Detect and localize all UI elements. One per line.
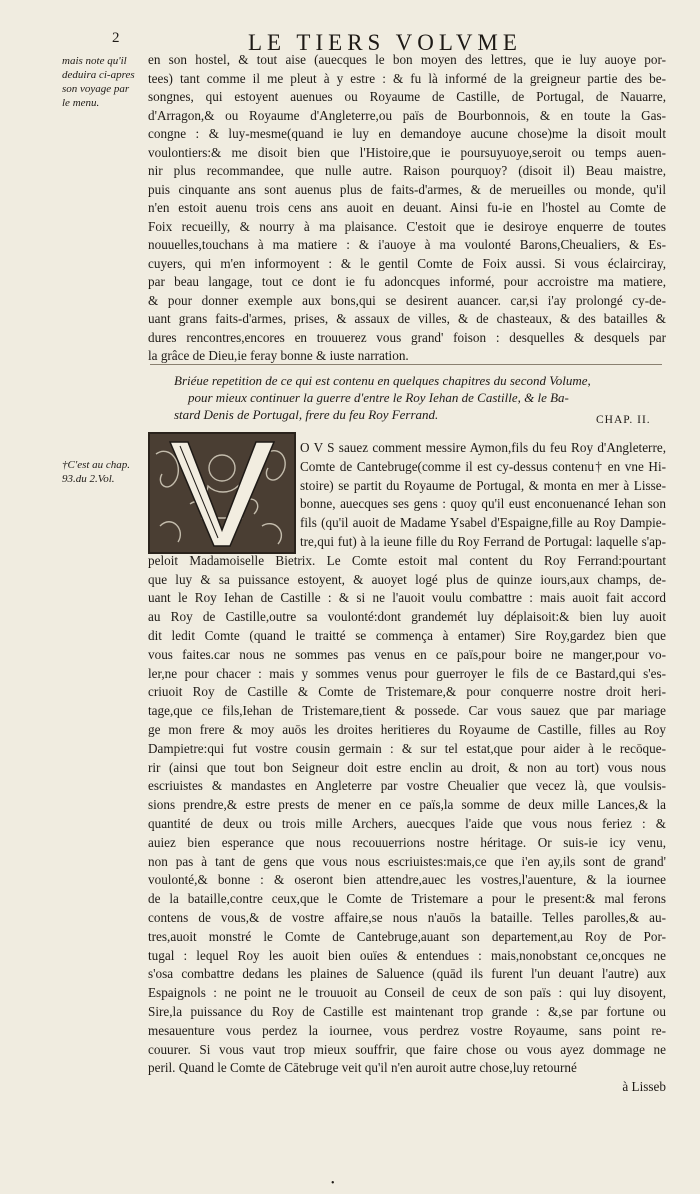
margin-note-top xyxy=(62,54,135,110)
margin-note-line: le menu. xyxy=(62,97,100,109)
running-head: LE TIERS VOLVME xyxy=(248,30,522,55)
text-line: & pour donner exemple aux bons,qui se desirent auancer. car,si i'ay prolongé cy-de- xyxy=(148,292,666,308)
ornament-image xyxy=(150,434,294,552)
text-line: tre,qui fut) à la ieune fille du Roy Ferrand de Portugal: laquelle s'ap- xyxy=(300,534,666,549)
text-line: congne : & luy-mesme(quand ie luy en demandoye aucune chose)me la disoit moult xyxy=(148,126,666,141)
text-line: bonne, auecques ses gens : quoy qu'il eust enconuenancé Iehan son xyxy=(300,496,666,512)
text-line: ler,ne pour chacer : mais y sommes venus pour guerroyer le fils de ce Bastard,qui s'es- xyxy=(148,665,666,681)
text-line: Comte de Cantebruge(comme il est cy-dessus contenu† en vne Hi- xyxy=(300,458,666,474)
text-line: Espaignols : ne point ne le trouuoit au Conseil de ceux de son païs : qui luy disoyent, xyxy=(148,985,666,1001)
text-line: mesauenture vous perdez la iournee, vous perdrez vostre Royaume, sans point re- xyxy=(148,1022,666,1038)
text-line: quantité de deux ou trois mille Archers, auecques l'aide que vous nous feriez : & xyxy=(148,816,666,831)
text-line: d'Arragon,& ou Royaume d'Angleterre,ou païs de Bourbonnois, & en toute la Gas- xyxy=(148,107,666,123)
text-line: au Roy de Castille,outre sa voulonté:dont grandemét luy déplaisoit:& bien luy auoit xyxy=(148,609,666,625)
text-line: tres,auoit monstré le Comte de Cantebruge,auant son departement,au Roy de Por- xyxy=(148,928,666,944)
text-line: O V S sauez comment messire Aymon,fils du feu Roy d'Angleterre, xyxy=(300,440,666,455)
chapter-heading-line: pour mieux continuer la guerre d'entre le Roy Iehan de Castille, & le Ba- xyxy=(188,390,569,405)
text-line: non pas à tant de gens que vous nous escriuistes:mais,ce que i'en ay,ils sont de grand' xyxy=(148,853,666,869)
text-line: Foix recueilly, & nourry à ma plaisance. C'estoit que ie desiroye enquerre de toutes xyxy=(148,218,666,234)
text-line: fils (qu'il auoit de Madame Ysabel d'Espaigne,fille au Roy Dampie- xyxy=(300,515,666,531)
margin-note-line: †C'est au chap. xyxy=(62,459,131,471)
text-line: vous faites.car nous ne sommes pas venus en ce païs,pour boire ne manger,pour vo- xyxy=(148,646,666,662)
text-line: auiez bien esperance que nous recouuerrions nostre héritage. Or suis-ie icy venu, xyxy=(148,834,666,850)
text-line: à Lisseb xyxy=(622,1079,666,1095)
text-line: nir plus recommandee, que nulle autre. Raison pourquoy? (disoit il) Beau maistre, xyxy=(148,163,666,178)
margin-note-line: son voyage par xyxy=(62,83,130,95)
margin-note-line: deduira ci-apres xyxy=(62,69,135,81)
bottom-mark: • xyxy=(331,1178,335,1189)
text-line: n'en estoit auenu trois cens ans auoit en deuant. Ainsi fu-ie en l'hostel au Comte de xyxy=(148,200,666,215)
text-line: uant le Roy Iehan de Castille : & si ne l'auoit voulu combattre : mais auoit fait accord xyxy=(148,590,666,606)
margin-note-line: 93.du 2.Vol. xyxy=(62,473,115,485)
text-line: ge mon frere & moy auōs les droites heritieres du Royaume de Castille, filles au Roy xyxy=(148,722,666,737)
text-line: cuyers, qui m'en informoyent : & le gentil Comte de Foix aussi. Si vous éclairciray, xyxy=(148,255,666,271)
section-rule xyxy=(150,364,662,365)
decorated-initial-v xyxy=(148,432,296,554)
text-line: nouuelles,touchans à ma matiere : & i'auoye à ma voulonté Barons,Cheualiers, & Es- xyxy=(148,237,666,252)
margin-note-line: mais note qu'il xyxy=(62,55,127,67)
text-line: que luy & sa puissance estoyent, & auoyet logé plus de quinze iours,aux champs, de- xyxy=(148,571,666,587)
text-line: stoire) se partit du Royaume de Portugal, & monta en mer à Lisse- xyxy=(300,477,666,493)
text-line: puis cinquante ans sont auenus plus de faits-d'armes, & de merueilles ou monde, qu'il xyxy=(148,181,666,197)
text-line: tees) tant comme il me pleut à y estre : & fu là informé de la greigneur partie des be- xyxy=(148,70,666,86)
text-line: tugal : lequel Roy les auoit bien ouïes & entendues : mais,nonobstant ce,oncques ne xyxy=(148,947,666,963)
text-line: Sire,la puissance du Roy de Castille est maintenant trop grande : &,se par fortune ou xyxy=(148,1004,666,1019)
text-line: tage,que ce fils,Iehan de Tristemare,tient & possede. Car vous sauez que par mariage xyxy=(148,703,666,719)
text-line: peril. Quand le Comte de Cātebruge veit qu'il n'en auroit autre chose,luy retourné xyxy=(148,1060,577,1076)
page-number: 2 xyxy=(112,30,120,46)
text-line: songnes, qui estoyent auenues ou Royaume de Castille, de Portugal, de Nauarre, xyxy=(148,89,666,104)
chapter-heading-line: stard Denis de Portugal, frere du feu Roy Ferrand. xyxy=(174,407,439,422)
text-line: voulonté,& bonne : & oseront bien attendre,auec les vostres,l'auenture, & la iournee xyxy=(148,872,666,888)
text-line: dit ledit Comte (quand le traitté se commença à entamer) Sire Roy,gardez bien que xyxy=(148,628,666,643)
text-line: contens de vous,& de vostre affaire,se nous n'auōs la bataille. Telles parolles,& au- xyxy=(148,910,666,925)
chapter-heading-line: Briéue repetition de ce qui est contenu en quelques chapitres du second Volume, xyxy=(174,373,591,388)
text-line: couurer. Si vous vaut trop mieux souffrir, que faire chose ou vous ayez dommage ne xyxy=(148,1041,666,1057)
text-line: sions prendre,& estre prests de mener en ce païs,la somme de deux mille Lances,& la xyxy=(148,797,666,813)
text-line: par beau langage, tout ce dont ie fu adoncques informé, pour accroistre ma matiere, xyxy=(148,274,666,289)
text-line: la grâce de Dieu,ie feray bonne & iuste narration. xyxy=(148,348,409,363)
text-line: de la bataille,contre ceux,que le Comte de Tristemare a pour le present:& mal ferons xyxy=(148,891,666,907)
text-line: voulontiers:& me disoit bien que l'Histoire,que ie poursuyuoye,seroit ou temps auen- xyxy=(148,144,666,160)
text-line: rir (ainsi que tout bon Seigneur doit estre enclin au droit, & non au tort) vous nous xyxy=(148,759,666,775)
text-line: peloit Madamoiselle Bietrix. Le Comte estoit mal content du Roy Ferrand:pourtant xyxy=(148,552,666,568)
text-line: escriuistes & mandastes en Angleterre par vostre Cheualier que vecez là, que voulsis- xyxy=(148,778,666,794)
text-line: s'osa combattre dedans les plaines de Saluence (quād ils furent l'un deuant l'autre) aux xyxy=(148,966,666,982)
chapter-label: CHAP. II. xyxy=(596,414,651,426)
text-line: uant grans faits-d'armes, prises, & assaux de villes, & de chasteaux, & des batailles & xyxy=(148,311,666,326)
text-line: dures rencontres,encores en trouuerez vous grand' foison : desquelles & desquels par xyxy=(148,329,666,345)
text-line: en son hostel, & tout aise (auecques le bon moyen des lettres, que ie luy auoye por- xyxy=(148,52,666,67)
text-line: criuoit Roy de Castille & Comte de Tristemare,& pour conquerre nostre droit heri- xyxy=(148,684,666,700)
text-line: Dampietre:qui fut vostre cousin germain : & sur tel estat,que pour aider à le recōque- xyxy=(148,740,666,756)
margin-note-chapter xyxy=(62,458,130,486)
